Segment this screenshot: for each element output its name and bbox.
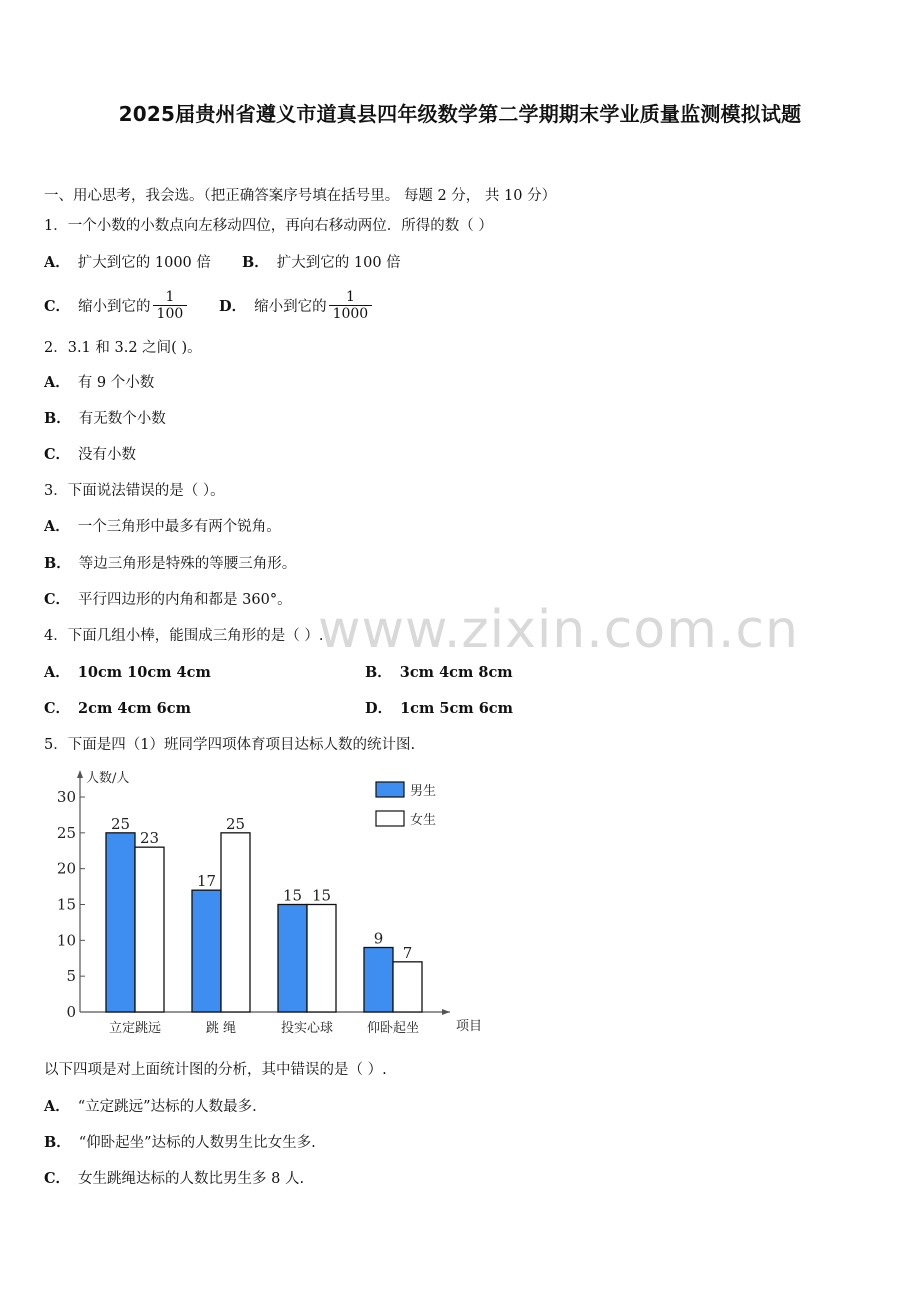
question-2-option-b <box>44 409 166 429</box>
question-5-option-c <box>44 1169 304 1189</box>
y-tick-label: 5 <box>66 967 76 986</box>
question-5-option-a <box>44 1097 257 1117</box>
option-text: 扩大到它的 1000 倍 <box>77 255 211 271</box>
data-label: 17 <box>196 872 217 891</box>
option-text: 有无数个小数 <box>78 411 166 427</box>
option-label: B． <box>44 555 71 572</box>
question-4-stem: 4．下面几组小棒，能围成三角形的是（ ）. <box>44 628 324 644</box>
watermark: www.zixin.com.cn <box>318 600 799 660</box>
option-label: C． <box>44 700 71 717</box>
option-label: A． <box>44 518 70 535</box>
y-tick-label: 0 <box>66 1003 76 1021</box>
legend-swatch <box>376 782 404 797</box>
option-text: “立定跳远”达标的人数最多. <box>77 1099 257 1115</box>
bar <box>278 905 307 1013</box>
option-label: C． <box>44 298 71 315</box>
option-label: A． <box>44 664 70 681</box>
fraction-numerator: 1 <box>345 288 355 305</box>
option-label: C． <box>44 591 71 608</box>
option-label: B． <box>44 1134 71 1151</box>
chart-legend <box>376 782 436 828</box>
fraction-denominator: 1000 <box>329 305 373 322</box>
option-text: 一个三角形中最多有两个锐角。 <box>77 519 281 535</box>
question-2-option-c <box>44 445 136 465</box>
option-label: B． <box>365 664 392 681</box>
y-tick-label: 20 <box>56 859 76 878</box>
x-tick-label: 立定跳远 <box>108 1021 162 1036</box>
x-axis-label: 项目 <box>456 1019 483 1034</box>
y-tick-label: 25 <box>56 823 76 842</box>
fraction <box>329 289 373 322</box>
option-label: A． <box>44 1098 70 1115</box>
question-3-stem: 3．下面说法错误的是（ ）。 <box>44 483 225 499</box>
data-label: 9 <box>373 929 384 948</box>
question-5-stem: 5．下面是四（1）班同学四项体育项目达标人数的统计图. <box>44 737 416 753</box>
question-2-stem: 2．3.1 和 3.2 之间( )。 <box>44 340 202 356</box>
question-5-option-b <box>44 1133 316 1153</box>
x-axis-arrow <box>442 1009 450 1015</box>
bar <box>221 833 250 1012</box>
question-3-option-a <box>44 517 281 537</box>
question-4-option-b <box>365 663 513 683</box>
bar <box>135 847 164 1012</box>
question-2-option-a <box>44 373 154 393</box>
question-1-option-d <box>219 290 372 324</box>
option-label: C． <box>44 1170 71 1187</box>
x-tick-label: 仰卧起坐 <box>366 1021 420 1036</box>
data-label: 15 <box>282 886 303 905</box>
bar <box>364 948 393 1013</box>
legend-label: 女生 <box>410 813 437 828</box>
question-4-option-a <box>44 663 211 683</box>
y-tick-label: 30 <box>56 788 76 806</box>
option-text: 缩小到它的 <box>78 299 151 315</box>
question-5-analysis: 以下四项是对上面统计图的分析，其中错误的是（ ）. <box>44 1062 387 1078</box>
option-text: 10cm 10cm 4cm <box>77 664 211 681</box>
question-3-option-b <box>44 554 296 574</box>
page-title: 2025届贵州省遵义市道真县四年级数学第二学期期末学业质量监测模拟试题 <box>118 102 802 126</box>
y-tick-label: 15 <box>56 895 76 914</box>
y-tick-label: 10 <box>56 931 76 950</box>
option-label: A． <box>44 374 70 391</box>
bar <box>106 833 135 1012</box>
x-tick-label: 投实心球 <box>280 1021 334 1036</box>
option-label: B． <box>242 254 269 271</box>
option-text: 2cm 4cm 6cm <box>78 700 191 717</box>
option-text: 扩大到它的 100 倍 <box>276 255 401 271</box>
option-label: D． <box>365 700 393 717</box>
legend-label: 男生 <box>410 784 437 799</box>
question-1-stem: 1．一个小数的小数点向左移动四位，再向右移动两位．所得的数（ ） <box>44 218 493 234</box>
option-label: A． <box>44 254 70 271</box>
legend-swatch <box>376 811 404 826</box>
option-text: 1cm 5cm 6cm <box>400 700 513 717</box>
question-1-option-c <box>44 290 187 324</box>
data-label: 25 <box>225 814 246 833</box>
question-4-option-c <box>44 699 191 719</box>
option-label: C． <box>44 446 71 463</box>
option-label: D． <box>219 298 247 315</box>
y-axis-arrow <box>77 770 83 778</box>
fraction-denominator: 100 <box>153 305 188 322</box>
option-text: 女生跳绳达标的人数比男生多 8 人. <box>78 1171 305 1187</box>
fraction-numerator: 1 <box>165 288 175 305</box>
bar <box>307 905 336 1013</box>
chart-bars <box>106 833 422 1012</box>
option-text: “仰卧起坐”达标的人数男生比女生多. <box>78 1135 316 1151</box>
data-label: 23 <box>139 829 160 848</box>
bar-chart <box>50 762 483 1042</box>
bar <box>393 962 422 1012</box>
option-text: 没有小数 <box>78 447 137 463</box>
option-text: 缩小到它的 <box>254 299 327 315</box>
bar <box>192 890 221 1012</box>
option-text: 等边三角形是特殊的等腰三角形。 <box>78 556 297 572</box>
question-4-option-d <box>365 699 513 719</box>
section-heading: 一、用心思考，我会选。（把正确答案序号填在括号里。 每题 2 分， 共 10 分） <box>44 188 557 204</box>
x-tick-label: 跳 绳 <box>205 1021 237 1036</box>
option-text: 3cm 4cm 8cm <box>399 664 513 681</box>
option-label: B． <box>44 410 71 427</box>
question-1-option-a <box>44 253 211 273</box>
option-text: 有 9 个小数 <box>77 375 155 391</box>
data-label: 15 <box>311 886 332 905</box>
y-axis-label: 人数/人 <box>86 771 130 786</box>
data-label: 7 <box>402 943 413 962</box>
data-label: 25 <box>110 814 131 833</box>
question-3-option-c <box>44 590 292 610</box>
question-1-option-b <box>242 253 401 273</box>
option-text: 平行四边形的内角和都是 360°。 <box>78 592 292 608</box>
fraction <box>153 289 188 322</box>
